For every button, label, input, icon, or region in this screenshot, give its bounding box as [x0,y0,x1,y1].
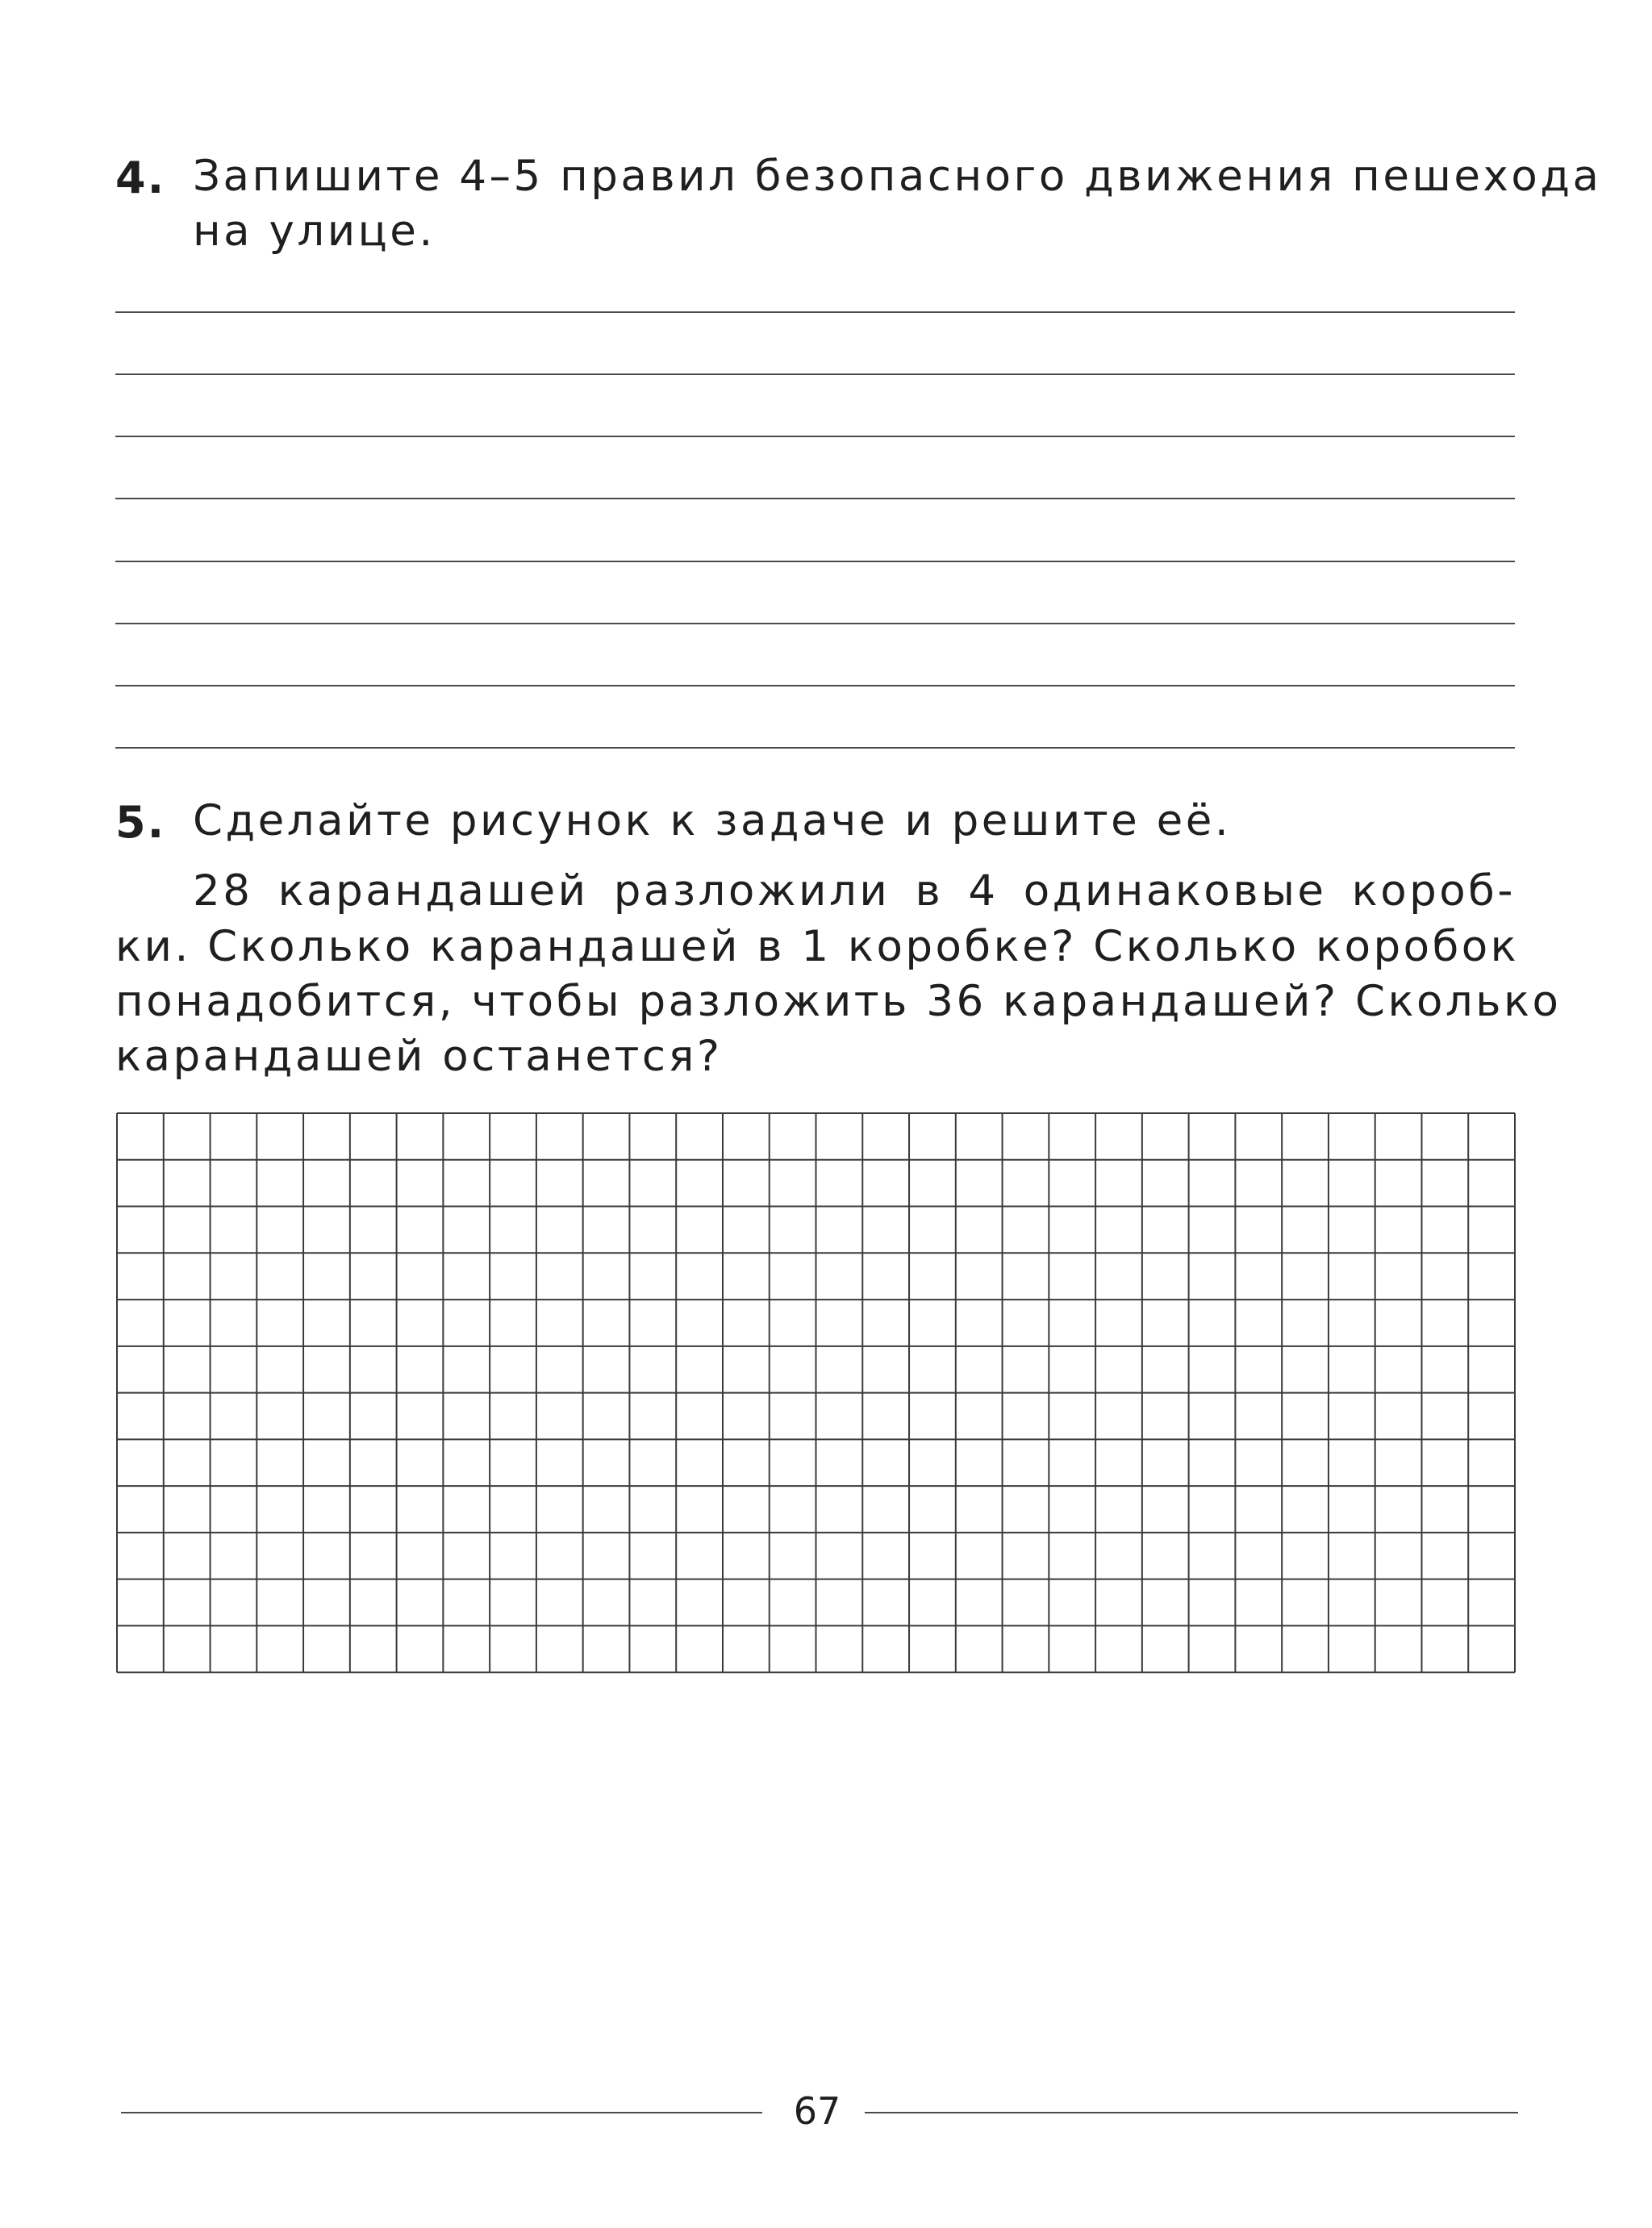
task-5-problem-line-2: ки. Сколько карандашей в 1 коробке? Сколько коробок [115,922,1520,971]
task-5-problem-line-3: понадобится, чтобы разложить 36 карандашей? Сколько [115,977,1562,1026]
page-number: 67 [793,2089,841,2133]
task-4-number: 4. [115,152,166,203]
task-4-text-line-2: на улице. [193,207,436,256]
task-5-instruction: Сделайте рисунок к задаче и решите её. [193,796,1232,845]
task-5-problem-line-1: 28 карандашей разложили в 4 одинаковые короб- [193,866,1516,916]
task-5-number: 5. [115,797,166,848]
task-5-problem-line-4: карандашей останется? [115,1032,723,1081]
task-4-text-line-1: Запишите 4–5 правил безопасного движения пешехода [193,152,1602,201]
footer-rule-left [121,2112,762,2113]
footer-rule-right [865,2112,1518,2113]
